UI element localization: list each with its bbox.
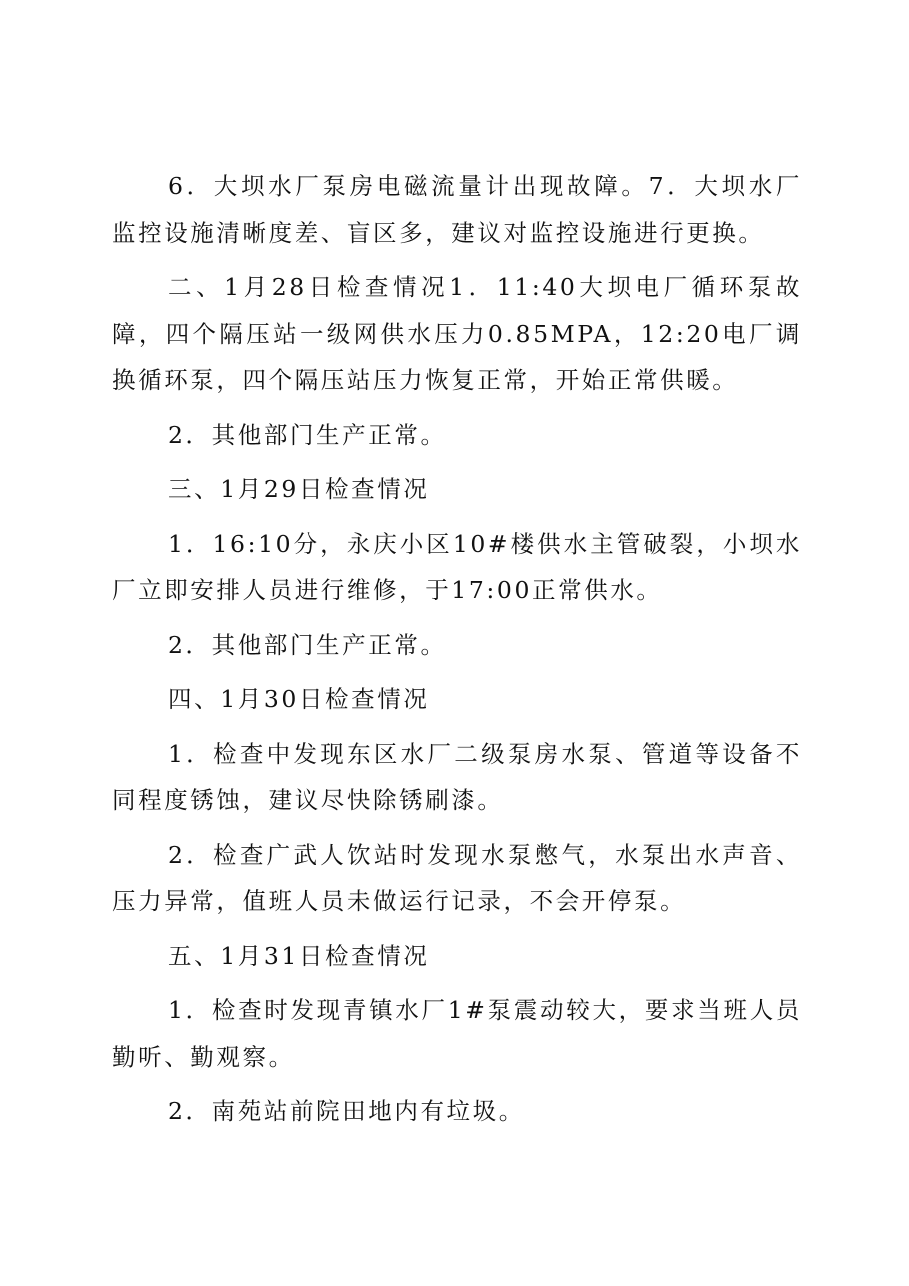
paragraph-jan28-other: 2．其他部门生产正常。	[168, 420, 447, 449]
section-heading-jan29: 三、1月29日检查情况	[168, 475, 430, 503]
section-heading-jan31: 五、1月31日检查情况	[168, 941, 430, 970]
paragraph-jan30-item-2: 2．检查广武人饮站时发现水泵憋气，水泵出水声音、压力异常，值班人员未做运行记录，不会开停泵。	[112, 840, 802, 915]
document-body	[112, 163, 802, 1143]
paragraph-item-6-fault: 6．大坝水厂泵房电磁流量计出现故障。7．大坝水厂监控设施清晰度差、盲区多，建议对监控设施进行更换。	[112, 172, 802, 247]
paragraph-jan29-item-2: 2．其他部门生产正常。	[168, 630, 447, 659]
paragraph-jan31-item-2: 2．南苑站前院田地内有垃圾。	[168, 1097, 525, 1125]
paragraph-jan29-item-1: 1．16:10分，永庆小区10#楼供水主管破裂，小坝水厂立即安排人员进行维修，于17:00正常供水。	[112, 529, 802, 604]
paragraph-jan30-item-1: 1．检查中发现东区水厂二级泵房水泵、管道等设备不同程度锈蚀，建议尽快除锈刷漆。	[112, 739, 802, 814]
paragraph-jan31-item-1: 1．检查时发现青镇水厂1#泵震动较大，要求当班人员勤听、勤观察。	[112, 996, 802, 1071]
paragraph-jan28-report: 二、1月28日检查情况1．11:40大坝电厂循环泵故障，四个隔压站一级网供水压力0.85MPA，12:20电厂调换循环泵，四个隔压站压力恢复正常，开始正常供暖。	[112, 273, 802, 394]
section-heading-jan30: 四、1月30日检查情况	[168, 685, 430, 713]
